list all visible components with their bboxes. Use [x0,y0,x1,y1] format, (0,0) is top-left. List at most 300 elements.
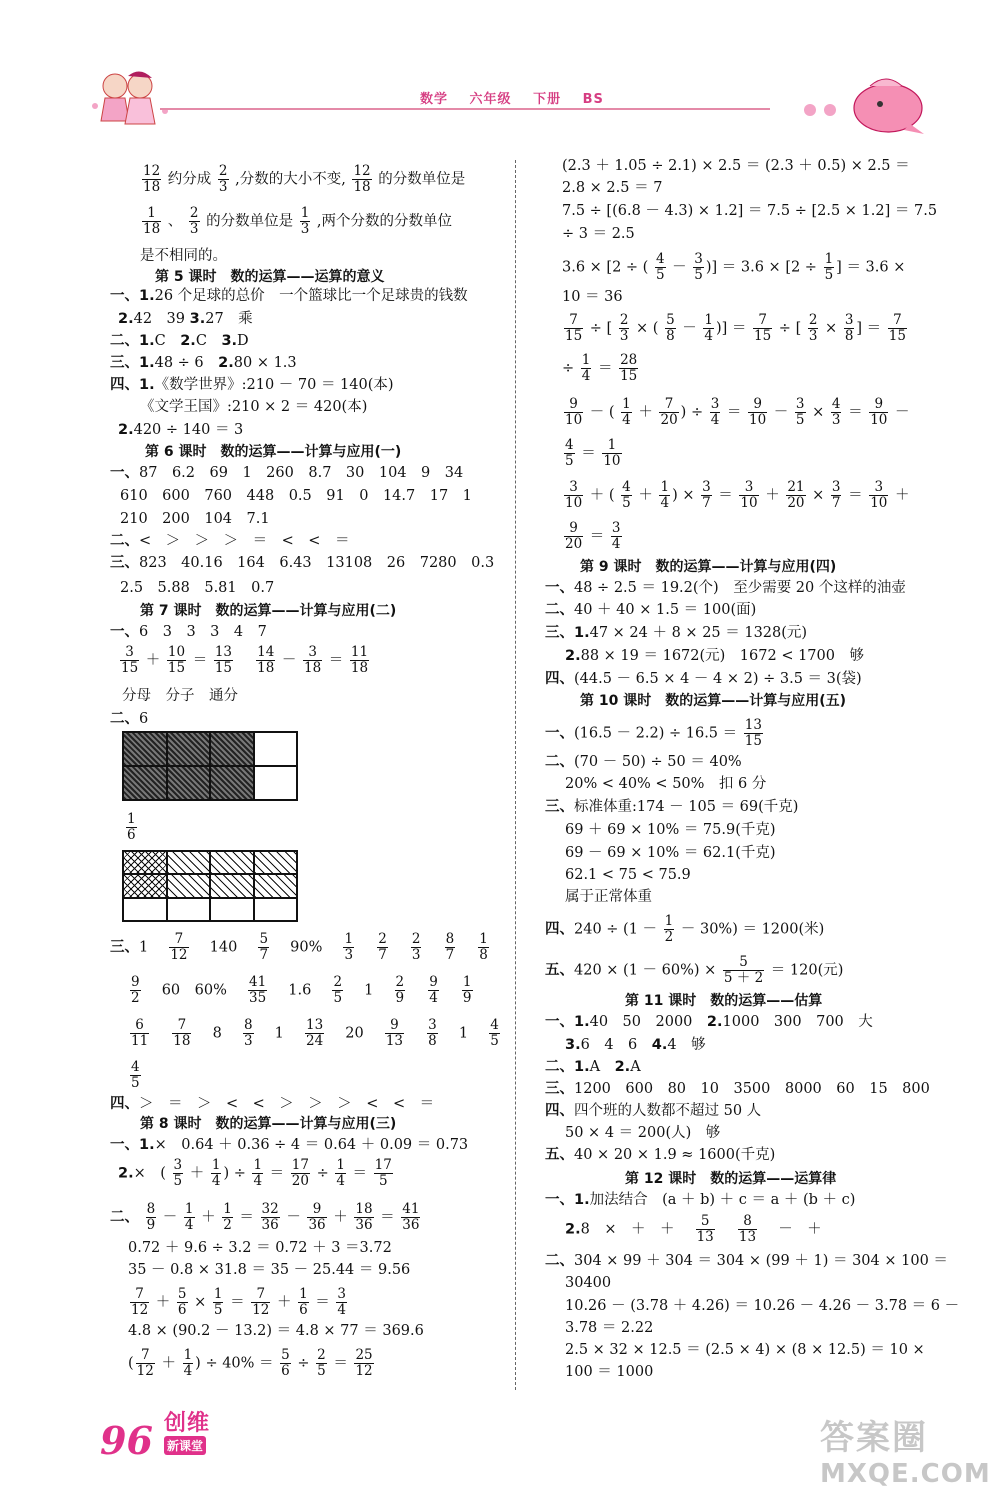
fraction: $\frac{4}{5}$ [490,1017,499,1049]
answer-line [545,1251,948,1271]
header-edition: BS [582,92,604,107]
fraction: $\frac{3}{15}$ [121,644,139,676]
answer-line: 0.72 ＋ 9.6 ÷ 3.2 ＝ 0.72 ＋ 3 ＝3.72 [128,1240,392,1256]
answer-line: 10.26 － (3.78 ＋ 4.26) ＝ 10.26 － 4.26 － 3.78 ＝ 6 － [565,1298,960,1314]
fraction: $\frac{11}{18}$ [350,644,369,676]
fraction: $\frac{1}{18}$ [143,205,161,237]
equation-line: ÷ $\frac{1}{4}$ ＝ $\frac{28}{15}$ [562,352,638,384]
grid-cell [254,732,298,766]
answer-line: 《文学王国》:210 × 2 ＝ 420(本) [140,399,368,415]
text: 6 [139,711,149,727]
text: 的分数单位是 [378,171,466,188]
grid-cell-shaded [167,766,211,800]
page-number: 96 [100,1418,153,1463]
section-title: 第 7 课时 数的运算——计算与应用(二) [140,603,397,619]
equation-line: 二、 $\frac{8}{9}$ － $\frac{1}{4}$ ＋ $\frac{1}{2}$ ＝ $\frac{32}{36}$ － $\frac{9}{36}$ ＋ $\frac{18}{36}$ ＝ $\frac{41}{36}$ [110,1201,420,1233]
item-label: 一、 [110,624,139,640]
grid-cell-shaded [123,766,167,800]
grid-cell-hatched [210,874,254,897]
text: ＝ 120(元) [770,962,844,979]
text: A [589,1059,615,1075]
grid-cell-hatched [167,851,211,874]
fraction: $\frac{7}{12}$ [136,1347,154,1379]
fraction: $\frac{14}{18}$ [257,644,275,676]
fraction: $\frac{2}{3}$ [808,312,818,344]
item-label: 2. [180,333,196,349]
fraction: $\frac{3}{10}$ [740,479,758,511]
fraction: $\frac{13}{15}$ [214,644,232,676]
equation-line: 3.6 × [2 ÷ ( $\frac{4}{5}$ － $\frac{3}{5}$ )] ＝ 3.6 × [2 ÷ $\frac{1}{5}$ ] ＝ 3.6 × [562,251,906,283]
equation-line: $\frac{9}{10}$ － ( $\frac{1}{4}$ ＋ $\frac{7}{20}$ ) ÷ $\frac{3}{4}$ ＝ $\frac{9}{10}$ － $\frac{3}{5}$ × $\frac{4}{3}$ ＝ $\frac{9}{10}$ － [565,396,910,428]
fraction: $\frac{1}{4}$ [184,1201,194,1233]
grid-cell-hatched [254,851,298,874]
answer-line [545,600,756,620]
fraction: $\frac{3}{5}$ [795,396,805,428]
text: C [154,333,181,349]
equation-line [545,914,824,945]
text: 42 39 [133,311,186,327]
fraction: $\frac{6}{11}$ [131,1017,149,1049]
item-label: 4. [651,1037,668,1053]
section-title: 第 10 课时 数的运算——计算与应用(五) [580,693,847,709]
item-label: 四、 [110,1096,139,1112]
fraction: $\frac{17}{5}$ [374,1157,392,1189]
fraction: $\frac{2}{9}$ [395,974,405,1006]
fraction: $\frac{3}{4}$ [611,520,621,552]
text: 60 60% [161,982,227,999]
text: 40 50 2000 [589,1014,707,1030]
logo-bottom-text: 新课堂 [164,1436,206,1455]
shaded-grid-figure-2 [122,850,298,922]
fraction: $\frac{2}{5}$ [317,1347,326,1379]
text: 1.6 [288,982,312,999]
fraction: $\frac{4}{5}$ [622,479,631,511]
fraction: $\frac{5}{8}$ [666,312,675,344]
header-subject: 数学 [420,92,449,107]
answer-line [110,1094,434,1114]
text: 20 [345,1025,364,1042]
text: < ＞ ＞ ＞ ＝ < < ＝ [139,533,350,549]
item-label: 三、1. [545,625,590,641]
fraction: $\frac{7}{12}$ [131,1286,149,1318]
fraction: $\frac{2}{3}$ [411,931,421,963]
section-title: 第 8 课时 数的运算——计算与应用(三) [140,1116,397,1132]
answer-line [110,709,148,729]
text: 304 × 99 ＋ 304 ＝ 304 × (99 ＋ 1) ＝ 304 × 100 ＝ [574,1253,948,1269]
fraction: $\frac{3}{7}$ [702,479,711,511]
fraction: $\frac{1}{4}$ [253,1157,263,1189]
text: 420 × (1 － 60%) × [574,962,717,979]
text: 88 × 19 ＝ 1672(元) 1672 < 1700 够 [580,648,864,664]
answer-line [565,646,864,666]
fraction: $\frac{7}{15}$ [888,312,906,344]
header-volume: 下册 [533,92,562,107]
item-label: 四、 [545,671,574,687]
fraction: $\frac{41}{36}$ [402,1201,420,1233]
text: (70 － 50) ÷ 50 ＝ 40% [574,754,742,770]
answer-line [110,463,463,483]
section-title: 第 9 课时 数的运算——计算与应用(四) [580,559,837,575]
answer-line [545,1012,873,1032]
fraction: $\frac{1}{5}$ [213,1286,223,1318]
item-label: 二、 [545,1253,574,1269]
text: － 30%) ＝ 1200(米) [680,921,825,938]
answer-line [545,752,742,772]
item-label: 2. [118,311,134,327]
text: 1 [139,939,149,956]
fraction: $\frac{3}{18}$ [304,644,322,676]
item-label: 四、 [545,921,574,938]
text: 90% [290,939,323,956]
fraction: $\frac{3}{10}$ [565,479,583,511]
shaded-grid-figure-1 [122,731,298,801]
answer-line [128,1060,143,1091]
text: ＞ ＝ ＞ < < ＞ ＞ ＞ < < ＝ [139,1096,435,1112]
header-grade: 六年级 [469,92,512,107]
item-label: 三、 [110,939,139,956]
text: (44.5 － 6.5 × 4 － 4 × 2) ÷ 3.5 ＝ 3(袋) [574,671,862,687]
item-label: 一、 [545,580,574,596]
answer-line [110,286,468,306]
equation-line [545,955,843,986]
grid-cell-shaded [210,732,254,766]
equation-line [565,1214,822,1245]
answer-line [545,1057,641,1077]
fraction: $\frac{5}{7}$ [259,931,269,963]
text-line [140,206,452,237]
fraction: $\frac{1}{9}$ [462,974,472,1006]
answer-line [118,309,253,329]
fraction: $\frac{9}{10}$ [749,396,767,428]
grid-cell-shaded [123,732,167,766]
text: 80 × 1.3 [233,355,297,371]
text-line: 是不相同的。 [140,248,227,264]
fraction: $\frac{1}{4}$ [704,312,713,344]
answer-line [545,1190,855,1210]
fraction: $\frac{8}{3}$ [243,1017,253,1049]
equation-line: $\frac{4}{5}$ ＝ $\frac{1}{10}$ [565,437,621,469]
fraction: $\frac{8}{7}$ [445,931,455,963]
answer-line: 20% < 40% < 50% 扣 6 分 [565,776,767,792]
fraction: $\frac{9}{20}$ [565,520,583,552]
item-label: 四、1. [110,377,155,393]
text: 6 3 3 3 4 7 [139,624,267,640]
item-label: 二、 [110,533,139,549]
text: 48 ÷ 2.5 ＝ 19.2(个) 至少需要 20 个这样的油壶 [574,580,906,596]
fraction: $\frac{8}{13}$ [738,1213,757,1245]
fraction: $\frac{10}{15}$ [167,644,186,676]
fraction: $\frac{5}{6}$ [281,1347,290,1379]
answer-line: 2.8 × 2.5 ＝ 7 [562,180,663,196]
item-label: 一、1. [545,1014,590,1030]
item-label: 3. [221,333,238,349]
grid-cell-shaded [167,732,211,766]
equation-line: $\frac{3}{15}$ ＋ $\frac{10}{15}$ ＝ $\frac{13}{15}$ $\frac{14}{18}$ － $\frac{3}{18}$ ＝ $\frac{11}{18}$ [121,644,369,676]
text: 40 × 20 × 1.9 ≈ 1600(千克) [574,1147,776,1163]
grid-cell [123,898,167,921]
text: 8 × ＋ ＋ [580,1221,675,1238]
fraction: $\frac{2}{3}$ [619,312,629,344]
fraction: $\frac{1}{3}$ [344,931,354,963]
text: 标准体重:174 － 105 ＝ 69(千克) [574,799,799,815]
watermark [820,1410,991,1500]
fraction: $\frac{7}{18}$ [173,1017,191,1049]
fraction-line [124,812,139,843]
fraction: $\frac{1}{6}$ [127,811,136,843]
text: 4 够 [667,1037,706,1053]
answer-line: 7.5 ÷ [(6.8 － 4.3) × 1.2] ＝ 7.5 ÷ [2.5 × 1.2] ＝ 7.5 [562,203,938,219]
text: 的分数单位是 [206,213,294,230]
equation-line: $\frac{7}{15}$ ÷ [ $\frac{2}{3}$ × ( $\frac{5}{8}$ － $\frac{1}{4}$ )] ＝ $\frac{7}{15}$ ÷ [ $\frac{2}{3}$ × $\frac{3}{8}$ ] ＝ $\frac{7}{15}$ [565,312,906,344]
cartoon-fish-icon [800,68,930,138]
answer-line: 4.8 × (90.2 － 13.2) ＝ 4.8 × 77 ＝ 369.6 [128,1323,424,1339]
answer-line [128,975,475,1006]
fraction: $\frac{9}{4}$ [429,974,438,1006]
answer-line: 100 ＝ 1000 [565,1364,654,1380]
fraction: $\frac{1}{3}$ [300,205,310,237]
text: 《数学世界》:210 － 70 ＝ 140(本) [154,377,394,393]
text: (16.5 － 2.2) ÷ 16.5 ＝ [574,725,738,742]
grid-cell-cross-hatched [123,851,167,874]
watermark-top-text: 答案圈 [820,1418,928,1458]
fraction: $\frac{4}{3}$ [831,396,841,428]
answer-line: ÷ 3 ＝ 2.5 [562,226,635,242]
answer-line: 3.78 ＝ 2.22 [565,1320,654,1336]
fraction: $\frac{1}{8}$ [479,931,488,963]
text: C [195,333,222,349]
fraction: $\frac{9}{10}$ [565,396,583,428]
grid-cell [210,898,254,921]
item-label: 2. [218,355,234,371]
column-divider [515,160,516,1390]
text: 加法结合 (a ＋ b) ＋ c ＝ a ＋ (b ＋ c) [589,1192,856,1208]
section-title: 第 11 课时 数的运算——估算 [625,993,823,1009]
fraction: $\frac{5}{13}$ [696,1213,714,1245]
answer-line [545,1101,761,1121]
fraction: $\frac{5}{5 + 2}$ [723,954,764,986]
item-label: 2. [706,1014,723,1030]
answer-line [128,1018,502,1049]
fraction: $\frac{3}{5}$ [173,1157,183,1189]
equation-line: ( $\frac{7}{12}$ ＋ $\frac{1}{4}$ ) ÷ 40% ＝ $\frac{5}{6}$ ÷ $\frac{2}{5}$ ＝ $\frac{25}{12}$ [128,1347,373,1379]
text: 四个班的人数都不超过 50 人 [574,1103,762,1119]
fraction: $\frac{3}{10}$ [870,479,888,511]
item-label: 2. [565,1221,581,1238]
answer-line: 610 600 760 448 0.5 91 0 14.7 17 1 [120,488,472,504]
text: 1000 300 700 大 [722,1014,873,1030]
answer-line [110,531,349,551]
fraction: $\frac{13}{24}$ [305,1017,324,1049]
item-label: 一、1. [545,1192,590,1208]
fraction: $\frac{1}{2}$ [223,1201,232,1233]
answer-line [110,331,249,351]
answer-line: 分母 分子 通分 [122,688,238,704]
answer-line [545,669,862,689]
fraction: $\frac{3}{8}$ [428,1017,437,1049]
answer-line [110,553,494,573]
answer-line [110,932,491,963]
text: × [133,1165,146,1182]
fraction: $\frac{3}{8}$ [844,312,854,344]
text: ,两个分数的分数单位 [316,213,453,230]
item-label: 一、1. [110,1137,155,1153]
text: 1 [458,1025,469,1042]
fraction: $\frac{1}{5}$ [824,251,834,283]
answer-line: 2.5 5.88 5.81 0.7 [120,580,275,596]
fraction: $\frac{1}{2}$ [664,913,674,945]
fraction: $\frac{41}{35}$ [249,974,267,1006]
text: D [237,333,249,349]
logo-top-text: 创维 [164,1411,211,1436]
equation-line: $\frac{9}{20}$ ＝ $\frac{3}{4}$ [565,520,621,552]
fraction: $\frac{3}{4}$ [337,1286,346,1318]
grid-cell [254,766,298,800]
grid-cell-cross-hatched [123,874,167,897]
fraction: $\frac{1}{4}$ [183,1347,193,1379]
text: 48 ÷ 6 [154,355,219,371]
text: 47 × 24 ＋ 8 × 25 ＝ 1328(元) [589,625,808,641]
fraction: $\frac{7}{12}$ [252,1286,270,1318]
equation-line: 2.× ( $\frac{3}{5}$ ＋ $\frac{1}{4}$ ) ÷ $\frac{1}{4}$ ＝ $\frac{17}{20}$ ÷ $\frac{1}{4}$ ＝ $\frac{17}{5}$ [118,1157,392,1189]
fraction: $\frac{9}{36}$ [308,1201,326,1233]
fraction: $\frac{9}{10}$ [870,396,888,428]
fraction: $\frac{32}{36}$ [261,1201,279,1233]
fraction: $\frac{4}{5}$ [565,437,574,469]
fraction: $\frac{4}{5}$ [655,251,665,283]
text: 26 个足球的总价 一个篮球比一个足球贵的钱数 [154,288,468,304]
grid-cell-hatched [167,874,211,897]
fraction: $\frac{2}{7}$ [378,931,387,963]
item-label: 三、 [545,799,574,815]
text: 823 40.16 164 6.43 13108 26 7280 0.3 [139,555,495,571]
grid-cell-shaded [210,766,254,800]
text: 1200 600 80 10 3500 8000 60 15 800 [574,1081,930,1097]
item-label: 四、 [545,1103,574,1119]
answer-line: 62.1 < 75 < 75.9 [565,867,691,883]
fraction: $\frac{7}{15}$ [754,312,772,344]
item-label: 三、 [545,1081,574,1097]
answer-line: 属于正常体重 [565,889,652,905]
item-label: 2. [614,1059,631,1075]
item-label: 二、 [110,1209,139,1226]
fraction: $\frac{1}{10}$ [603,437,621,469]
header-line [160,108,770,110]
fraction: $\frac{2}{3}$ [218,163,228,195]
fraction: $\frac{7}{20}$ [660,396,678,428]
fraction: $\frac{1}{4}$ [622,396,631,428]
fraction: $\frac{1}{6}$ [299,1286,308,1318]
text: 、 [167,213,183,230]
fraction: $\frac{8}{9}$ [146,1201,156,1233]
item-label: 2. [565,648,581,664]
grid-cell [254,898,298,921]
text-line [140,164,465,195]
item-label: 二、 [545,602,574,618]
item-label: 二、 [110,711,139,727]
grid-cell [167,898,211,921]
fraction: $\frac{1}{4}$ [211,1157,221,1189]
fraction: $\frac{2}{3}$ [189,205,199,237]
fraction: $\frac{21}{20}$ [787,479,805,511]
watermark-bottom-text: MXQE.COM [820,1459,991,1489]
text: 140 [209,939,238,956]
fraction: $\frac{9}{13}$ [385,1017,404,1049]
brand-logo [164,1412,244,1458]
fraction: $\frac{25}{12}$ [355,1347,373,1379]
fraction: $\frac{3}{7}$ [831,479,841,511]
fraction: $\frac{12}{18}$ [353,163,371,195]
item-label: 三、1. [110,355,155,371]
grid-cell-hatched [254,874,298,897]
header-title [420,88,620,107]
item-label: 一、 [110,465,139,481]
answer-line: 2.5 × 32 × 12.5 ＝ (2.5 × 4) × (8 × 12.5) ＝ 10 × [565,1342,925,1358]
cartoon-kids-icon [85,66,175,136]
answer-line [118,420,243,440]
item-label: 五、 [545,962,574,979]
section-title: 第 12 课时 数的运算——运算律 [625,1171,837,1187]
answer-line [545,797,798,817]
text: 240 ÷ (1 － [574,921,658,938]
answer-line [545,1145,775,1165]
text: 8 [212,1025,222,1042]
text: A [630,1059,641,1075]
item-label: 3. [565,1037,581,1053]
answer-line [110,375,394,395]
item-label: 一、 [545,725,574,742]
item-label: 二、 [545,754,574,770]
answer-line: (2.3 ＋ 1.05 ÷ 2.1) × 2.5 ＝ (2.3 ＋ 0.5) × 2.5 ＝ [562,158,910,174]
fraction: $\frac{3}{5}$ [694,251,703,283]
fraction: $\frac{13}{15}$ [744,717,762,749]
item-label: 二、1. [110,333,155,349]
fraction: $\frac{4}{5}$ [131,1059,140,1091]
item-label: 3. [189,311,206,327]
fraction: $\frac{3}{4}$ [710,396,720,428]
item-label: 三、 [110,555,139,571]
fraction: $\frac{9}{2}$ [131,974,140,1006]
answer-line: 50 × 4 ＝ 200(人) 够 [565,1125,721,1141]
equation-line: $\frac{3}{10}$ ＋ ( $\frac{4}{5}$ ＋ $\frac{1}{4}$ ) × $\frac{3}{7}$ ＝ $\frac{3}{10}$ ＋ $\frac{21}{20}$ × $\frac{3}{7}$ ＝ $\frac{3}{10}$ ＋ [565,479,910,511]
answer-line: 210 200 104 7.1 [120,511,270,527]
fraction: $\frac{17}{20}$ [291,1157,309,1189]
fraction: $\frac{28}{15}$ [620,352,638,384]
item-label: 一、1. [110,288,155,304]
fraction: $\frac{5}{6}$ [177,1286,187,1318]
text: 1 [274,1025,284,1042]
fraction: $\frac{2}{5}$ [333,974,343,1006]
fraction: $\frac{1}{4}$ [581,352,591,384]
fraction: $\frac{1}{4}$ [660,479,670,511]
text: 87 6.2 69 1 260 8.7 30 104 9 34 [139,465,464,481]
answer-line: 30400 [565,1275,612,1291]
answer-line: 35 － 0.8 × 31.8 ＝ 35 － 25.44 ＝ 9.56 [128,1262,411,1278]
answer-line [110,353,297,373]
item-label: 五、 [545,1147,574,1163]
answer-line: 69 ＋ 69 × 10% ＝ 75.9(千克) [565,822,776,838]
equation-line [545,718,765,749]
fraction: $\frac{1}{4}$ [336,1157,345,1189]
text: 40 ＋ 40 × 1.5 ＝ 100(面) [574,602,757,618]
answer-line [545,578,906,598]
fraction: $\frac{7}{12}$ [170,931,188,963]
text: 1 [364,982,374,999]
equation-line: $\frac{7}{12}$ ＋ $\frac{5}{6}$ × $\frac{1}{5}$ ＝ $\frac{7}{12}$ ＋ $\frac{1}{6}$ ＝ $\frac{3}{4}$ [131,1286,346,1318]
fraction: $\frac{7}{15}$ [565,312,583,344]
fraction: $\frac{12}{18}$ [143,163,161,195]
answer-line [545,623,807,643]
item-label: 2. [118,422,134,438]
